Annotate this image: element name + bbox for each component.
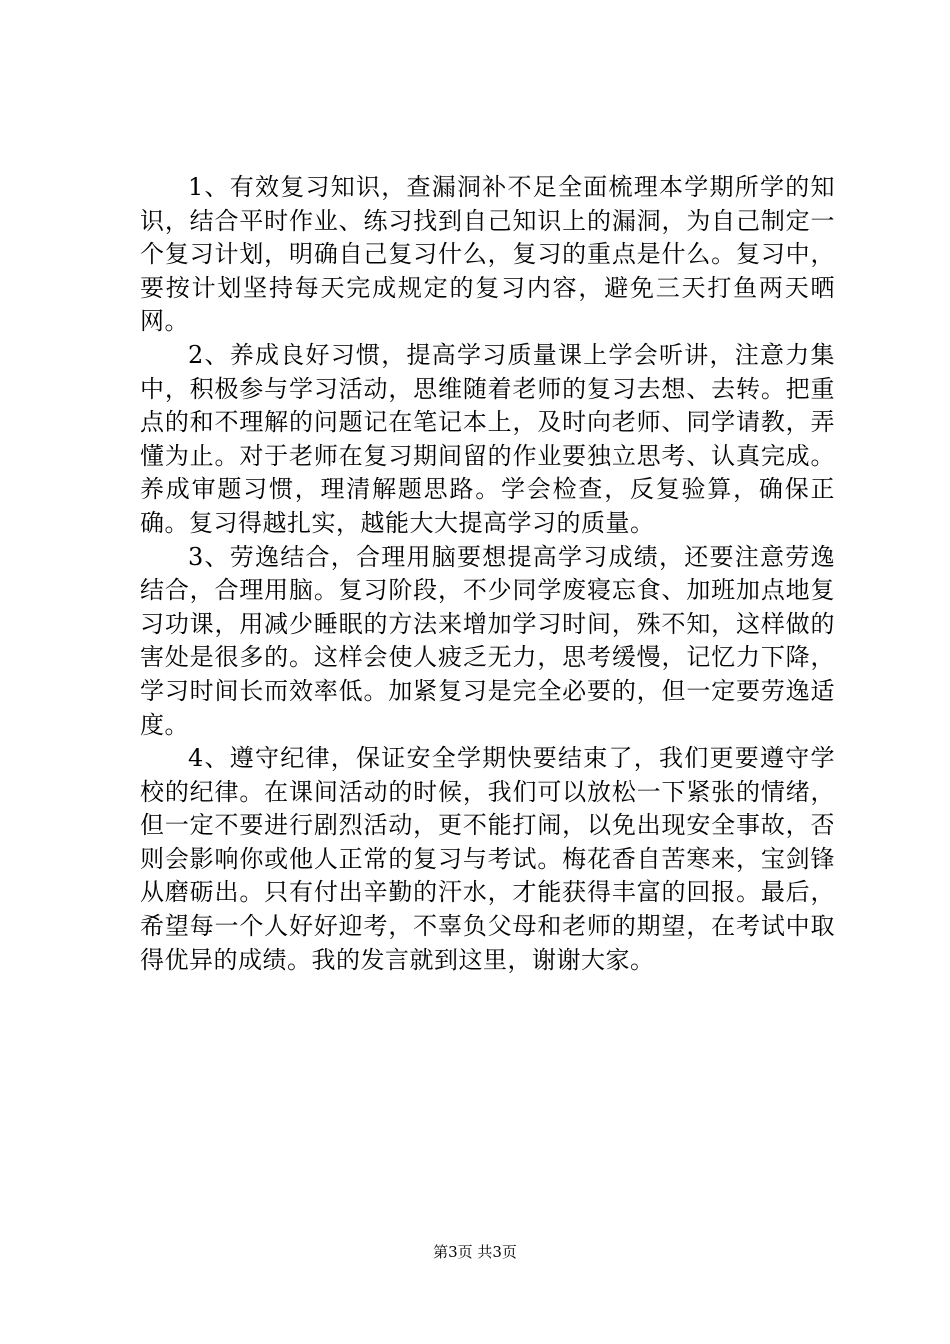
page-footer [0, 1241, 950, 1262]
paragraph-4: 4、遵守纪律，保证安全学期快要结束了，我们更要遵守学校的纪律。在课间活动的时候，我们可以放松一下紧张的情绪，但一定不要进行剧烈活动，更不能打闹，以免出现安全事故，否则会影响你或他人正常的复习与考试。梅花香自苦寒来，宝剑锋从磨砺出。只有付出辛勤的汗水，才能获得丰富的回报。最后，希望每一个人好好迎考，不辜负父母和老师的期望，在考试中取得优异的成绩。我的发言就到这里，谢谢大家。 [140, 744, 835, 974]
document-body [140, 171, 835, 977]
page-number-label: 第3页 共3页 [433, 1243, 517, 1261]
paragraph-3: 3、劳逸结合，合理用脑要想提高学习成绩，还要注意劳逸结合，合理用脑。复习阶段，不少同学废寝忘食、加班加点地复习功课，用减少睡眠的方法来增加学习时间，殊不知，这样做的害处是很多的。这样会使人疲乏无力，思考缓慢，记忆力下降，学习时间长而效率低。加紧复习是完全必要的，但一定要劳逸适度。 [140, 542, 835, 739]
paragraph-1: 1、有效复习知识，查漏洞补不足全面梳理本学期所学的知识，结合平时作业、练习找到自己知识上的漏洞，为自己制定一个复习计划，明确自己复习什么，复习的重点是什么。复习中，要按计划坚持每天完成规定的复习内容，避免三天打鱼两天晒网。 [140, 173, 835, 336]
paragraph-2: 2、养成良好习惯，提高学习质量课上学会听讲，注意力集中，积极参与学习活动，思维随着老师的复习去想、去转。把重点的和不理解的问题记在笔记本上，及时向老师、同学请教，弄懂为止。对于老师在复习期间留的作业要独立思考、认真完成。养成审题习惯，理清解题思路。学会检查，反复验算，确保正确。复习得越扎实，越能大大提高学习的质量。 [140, 340, 835, 537]
